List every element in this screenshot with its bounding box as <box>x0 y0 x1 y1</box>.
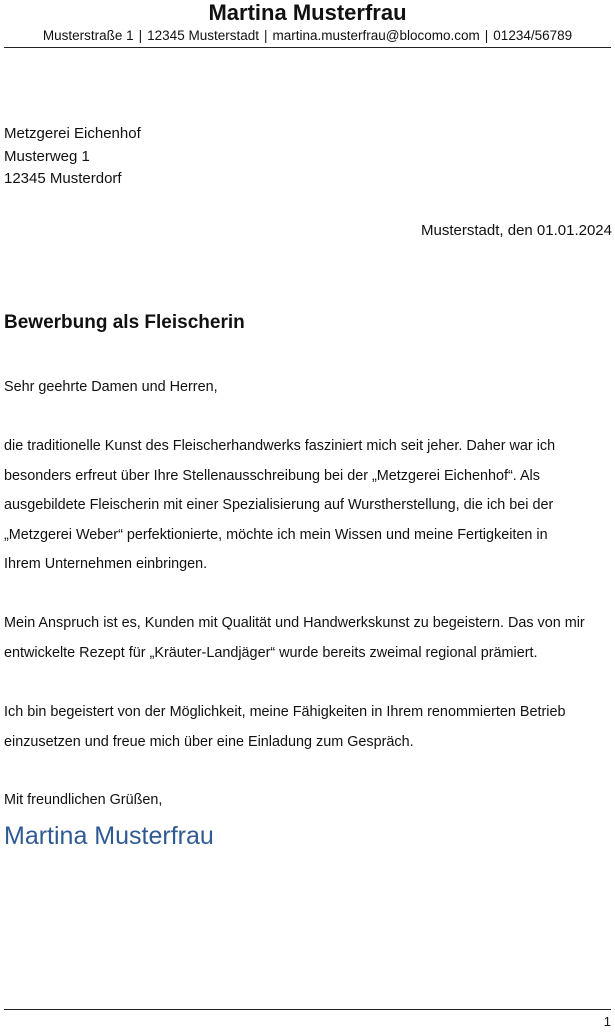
closing-phrase: Mit freundlichen Grüßen, <box>4 792 163 808</box>
header-sender-name: Martina Musterfrau <box>208 0 407 25</box>
paragraph-line: „Metzgerei Weber“ perfektionierte, möchte ich mein Wissen und meine Fertigkeiten in <box>4 526 548 543</box>
paragraph-line: besonders erfreut über Ihre Stellenausschreibung bei der „Metzgerei Eichenhof“. Als <box>4 467 540 484</box>
body-paragraph-1 <box>4 432 609 580</box>
header-street: Musterstraße 1 <box>42 28 134 43</box>
recipient-street: Musterweg 1 <box>4 147 90 165</box>
recipient-address <box>4 123 141 191</box>
paragraph-line: einzusetzen und freue mich über eine Einladung zum Gespräch. <box>4 733 414 750</box>
paragraph-line: Mein Anspruch ist es, Kunden mit Qualität und Handwerkskunst zu begeistern. Das von mir <box>4 615 585 631</box>
header-city: 12345 Musterstadt <box>147 28 259 43</box>
footer-divider <box>4 1009 611 1010</box>
header-separator: | <box>484 28 489 43</box>
paragraph-line: die traditionelle Kunst des Fleischerhandwerks fasziniert mich seit jeher. Daher war ich <box>4 438 556 454</box>
header-separator: | <box>263 28 268 43</box>
header-phone: 01234/56789 <box>493 28 573 43</box>
header-divider <box>4 47 611 48</box>
paragraph-line: entwickelte Rezept für „Kräuter-Landjäger“ wurde bereits zweimal regional prämiert. <box>4 644 538 661</box>
page-number: 1 <box>603 1014 611 1029</box>
recipient-company: Metzgerei Eichenhof <box>4 125 141 142</box>
paragraph-line: Ihrem Unternehmen einbringen. <box>4 556 208 572</box>
signature: Martina Musterfrau <box>4 822 214 850</box>
place-date-line: Musterstadt, den 01.01.2024 <box>421 222 612 239</box>
paragraph-line: Ich bin begeistert von der Möglichkeit, meine Fähigkeiten in Ihrem renommierten Betrieb <box>4 704 566 720</box>
paragraph-line: ausgebildete Fleischerin mit einer Spezialisierung auf Wurstherstellung, die ich bei der <box>4 497 554 513</box>
header-separator: | <box>138 28 143 43</box>
letter-subject: Bewerbung als Fleischerin <box>4 312 245 333</box>
salutation: Sehr geehrte Damen und Herren, <box>4 379 218 395</box>
recipient-city: 12345 Musterdorf <box>4 170 122 187</box>
body-paragraph-2 <box>4 609 609 668</box>
header-contact-line <box>0 27 615 45</box>
body-paragraph-3 <box>4 698 609 757</box>
header-email: martina.musterfrau@blocomo.com <box>272 28 480 43</box>
